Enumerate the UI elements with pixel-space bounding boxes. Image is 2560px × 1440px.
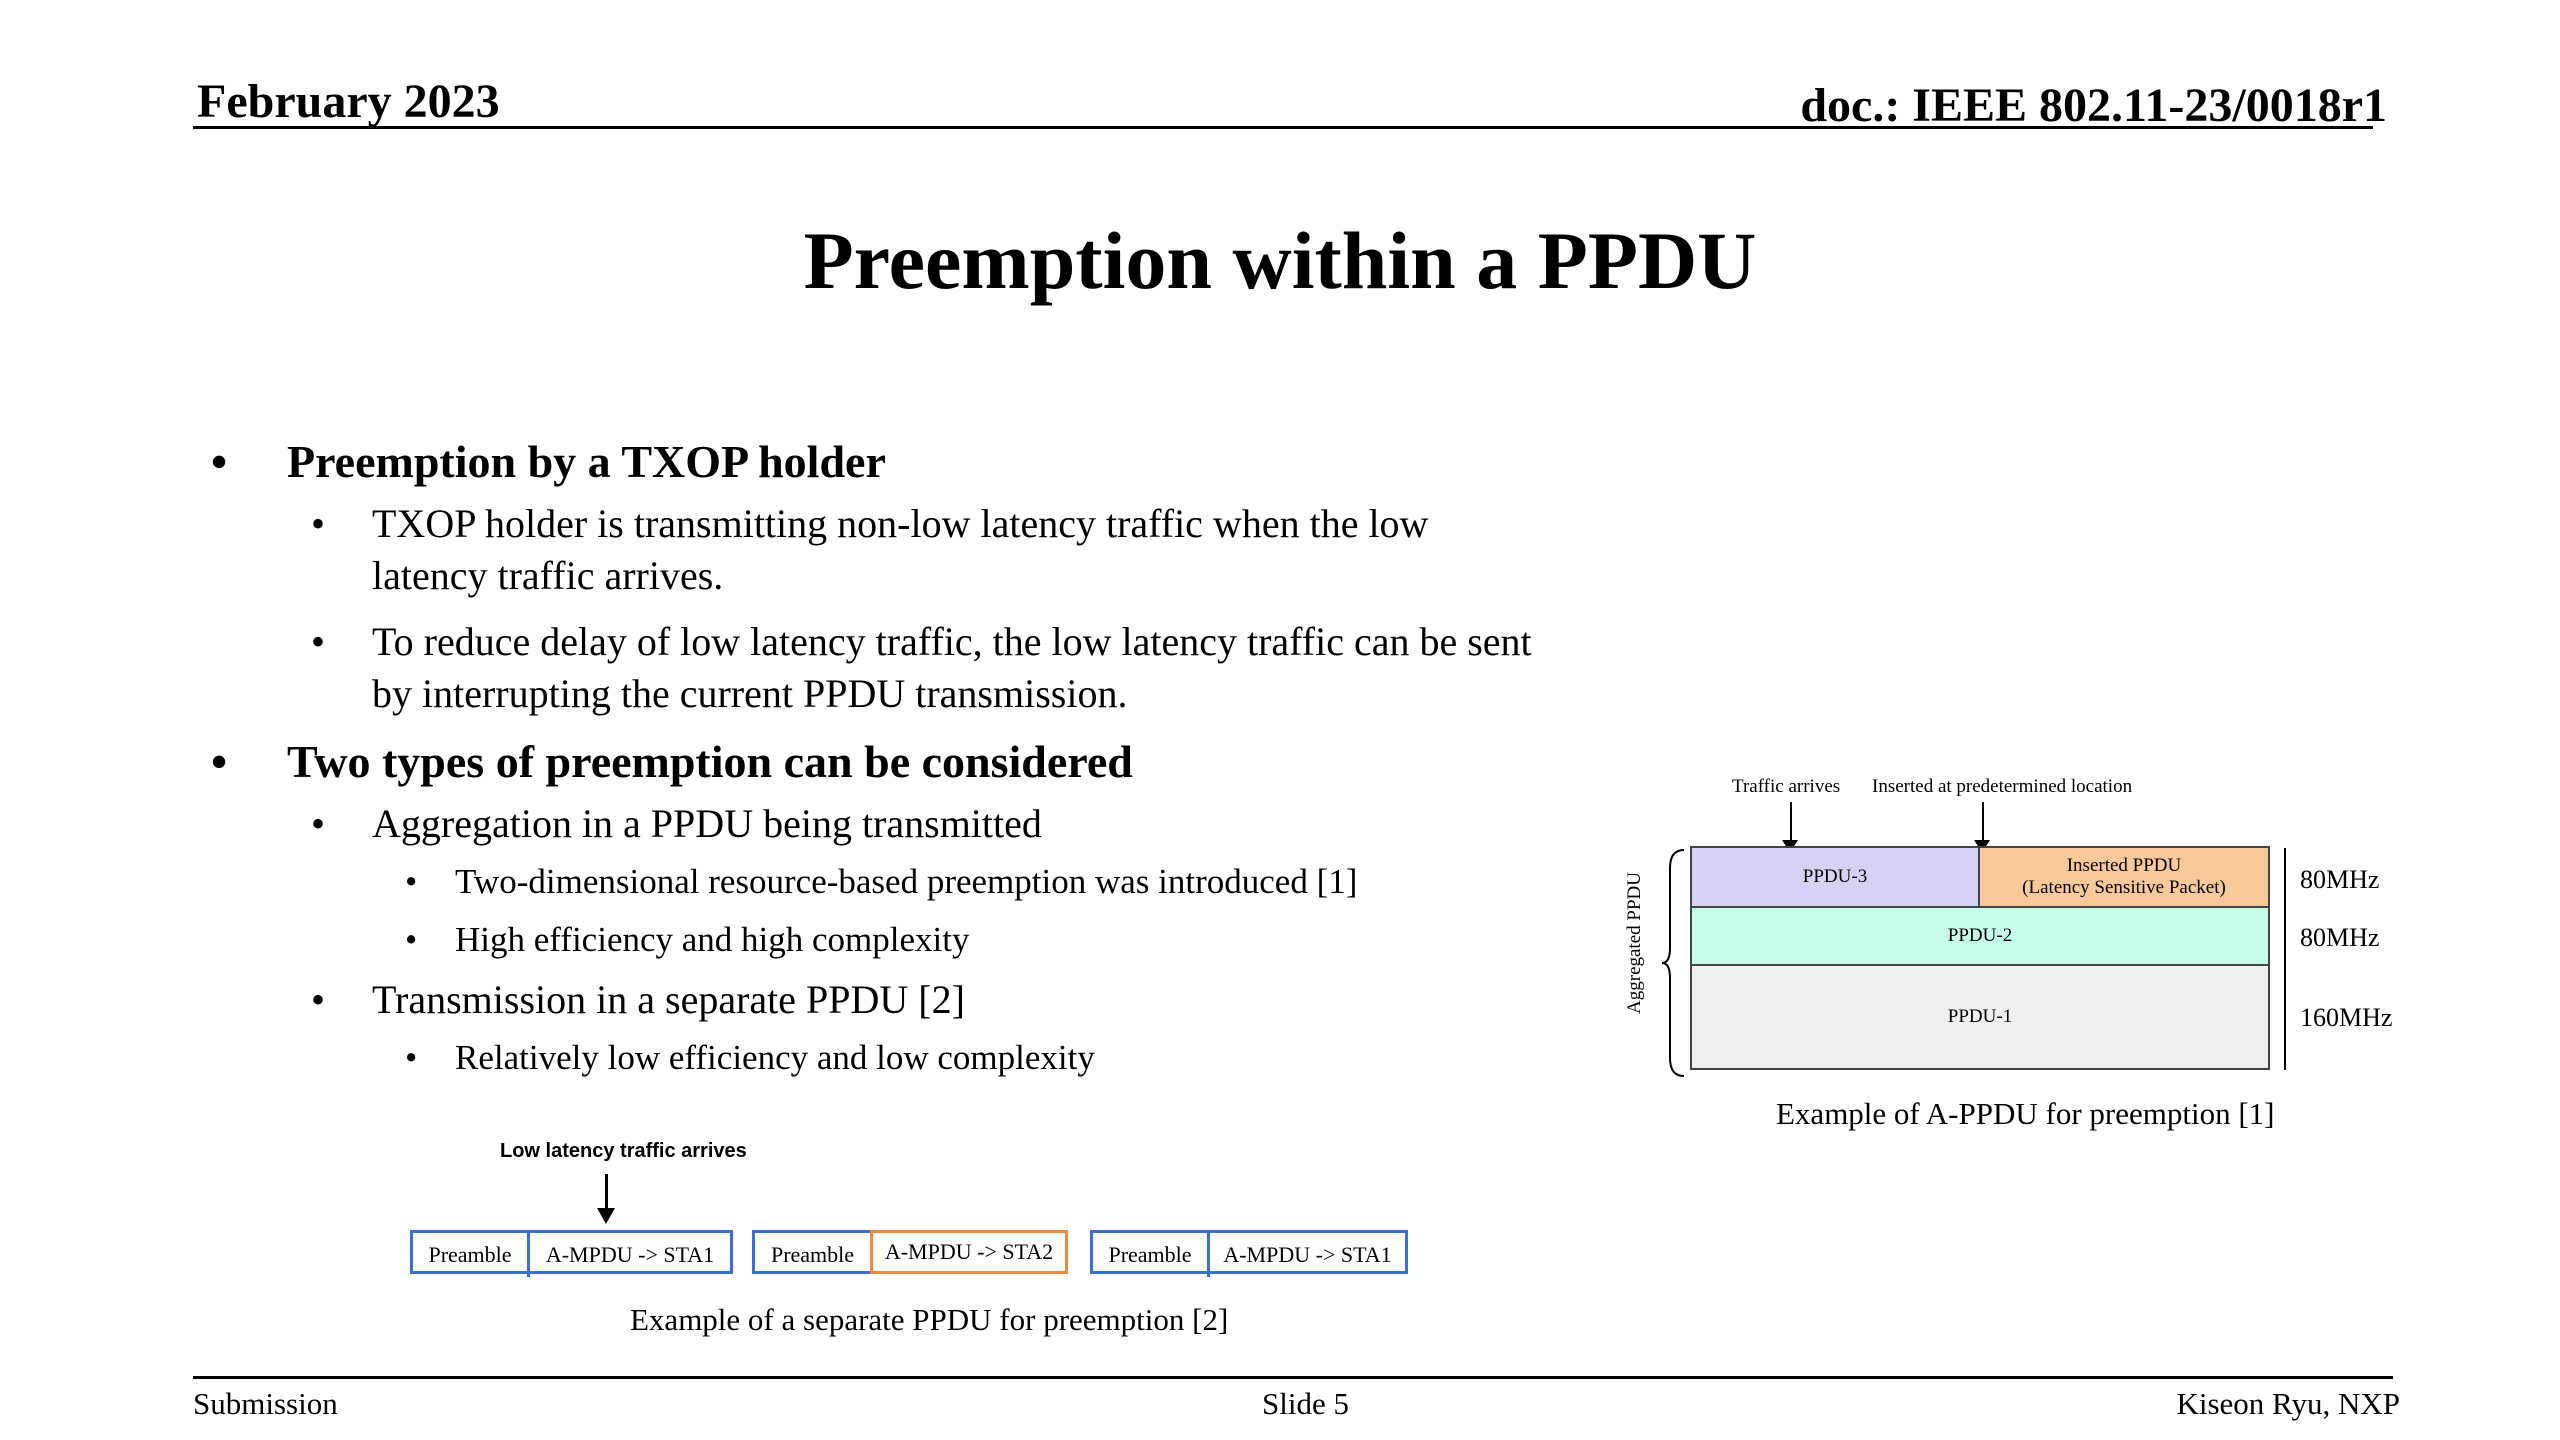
separate-ppdu-figure: [400, 1140, 1440, 1280]
bullet-text: Aggregation in a PPDU being transmitted: [372, 801, 1042, 846]
bullet-dot: •: [405, 1038, 418, 1077]
ppdu-block-1: [410, 1230, 733, 1274]
bullet-text: Two-dimensional resource-based preemption was introduced [1]: [455, 862, 1358, 901]
bullet-text: High efficiency and high complexity: [455, 920, 970, 959]
header-date: February 2023: [197, 75, 500, 128]
footer-rule: [193, 1376, 2393, 1379]
bullet-text: Two types of preemption can be considered: [287, 736, 1133, 787]
bullet-list: [205, 432, 1545, 1082]
ppdu3-band: PPDU-3: [1690, 846, 1980, 908]
freq-label-mid: 80MHz: [2300, 923, 2380, 952]
ppdu2-band: PPDU-2: [1690, 906, 2270, 966]
bullet-dot: •: [405, 862, 418, 901]
bullet-level3: [205, 1034, 1545, 1082]
traffic-arrives-label: Traffic arrives: [1732, 776, 1841, 797]
bullet-dot: •: [405, 920, 418, 959]
bullet-text: To reduce delay of low latency traffic, the low latency traffic can be sent by interrupting the current PPDU transmission.: [372, 619, 1532, 716]
ppdu-block-2: [752, 1230, 1068, 1274]
preamble-cell: Preamble: [770, 1242, 855, 1267]
bullet-level2: [205, 616, 1545, 720]
bullet-dot: •: [311, 801, 326, 846]
footer-submission: Submission: [193, 1386, 338, 1421]
header-doc-id: doc.: IEEE 802.11-23/0018r1: [1800, 79, 2387, 132]
aggregated-ppdu-label: Aggregated PPDU: [1624, 872, 1645, 1014]
bullet-text: Relatively low efficiency and low complexity: [455, 1038, 1095, 1077]
separate-ppdu-caption: Example of a separate PPDU for preemption [2]: [630, 1302, 1229, 1337]
bullet-dot: •: [211, 436, 228, 487]
bullet-text: Transmission in a separate PPDU [2]: [372, 977, 965, 1022]
latency-sensitive-label: (Latency Sensitive Packet): [2022, 877, 2226, 898]
bullet-level1: [205, 732, 1545, 792]
slide-title: Preemption within a PPDU: [803, 215, 1757, 306]
bullet-dot: •: [211, 736, 228, 787]
bullet-level1: [205, 432, 1545, 492]
ampdu-cell: A-MPDU -> STA1: [545, 1242, 715, 1267]
bullet-text: TXOP holder is transmitting non-low latency traffic when the low latency traffic arrives.: [372, 501, 1429, 598]
bullet-level2: [205, 974, 1545, 1026]
arrival-arrow-head: [597, 1208, 615, 1224]
ampdu-cell: A-MPDU -> STA2: [870, 1230, 1068, 1274]
ppdu1-band: PPDU-1: [1690, 964, 2270, 1070]
arrival-label: Low latency traffic arrives: [500, 1140, 747, 1162]
bullet-level3: [205, 858, 1545, 906]
preamble-cell: Preamble: [1093, 1233, 1210, 1277]
aggregated-brace: [1660, 848, 1690, 1078]
inserted-location-label: Inserted at predetermined location: [1872, 776, 2133, 797]
bullet-level2: [205, 498, 1545, 602]
inserted-ppdu-label: Inserted PPDU: [2066, 855, 2182, 877]
bullet-level2: [205, 798, 1545, 850]
header-rule: [193, 126, 2373, 129]
preamble-cell: Preamble: [413, 1233, 530, 1277]
footer-author: Kiseon Ryu, NXP: [2176, 1386, 2400, 1421]
arrival-arrow-shaft: [605, 1174, 608, 1210]
bullet-dot: •: [311, 501, 326, 546]
inserted-ppdu-band: [1978, 846, 2270, 908]
ppdu-block-3: [1090, 1230, 1408, 1274]
freq-marker-line: [2284, 848, 2286, 1070]
inserted-arrow: [1982, 802, 1984, 842]
bullet-text: Preemption by a TXOP holder: [287, 436, 886, 487]
traffic-arrow: [1790, 802, 1792, 842]
a-ppdu-caption: Example of A-PPDU for preemption [1]: [1776, 1096, 2275, 1131]
bullet-level3: [205, 916, 1545, 964]
bullet-dot: •: [311, 619, 326, 664]
freq-label-bot: 160MHz: [2300, 1003, 2393, 1032]
ampdu-cell: A-MPDU -> STA1: [1223, 1242, 1392, 1267]
a-ppdu-figure: [1620, 770, 2420, 1140]
freq-label-top: 80MHz: [2300, 865, 2380, 894]
bullet-dot: •: [311, 977, 326, 1022]
footer-slide-number: Slide 5: [1262, 1386, 1349, 1421]
